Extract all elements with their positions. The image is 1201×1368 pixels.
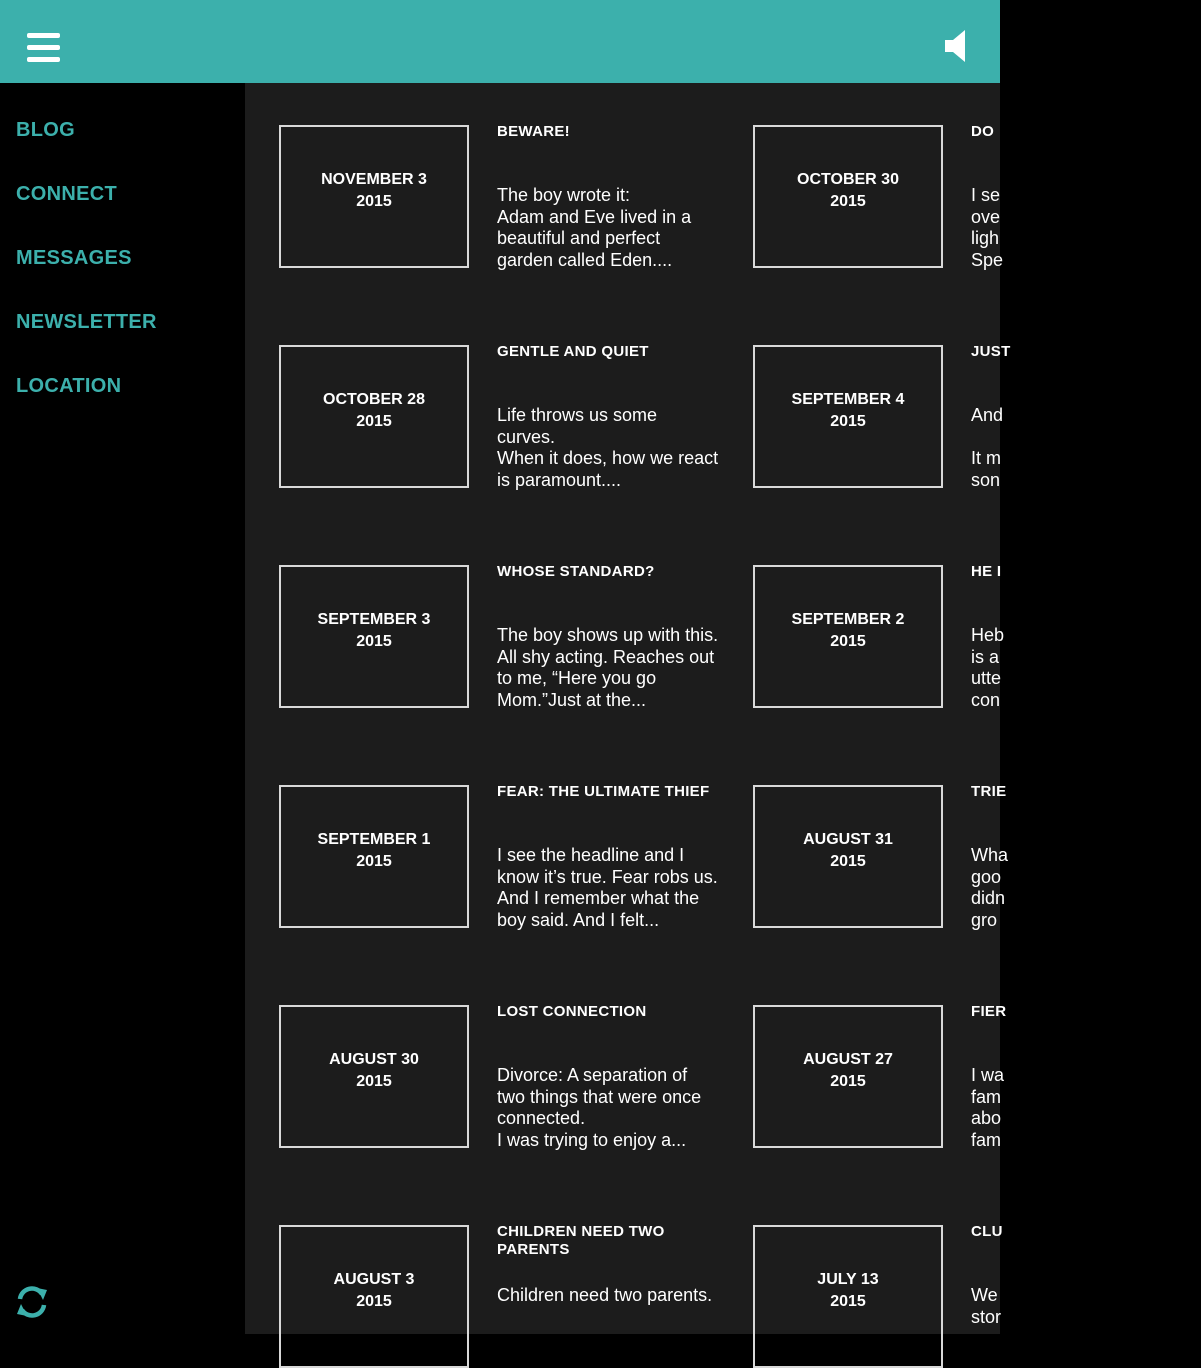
- post-title[interactable]: CHILDREN NEED TWO PARENTS: [497, 1223, 665, 1258]
- blog-post-grid: [245, 83, 1011, 1334]
- post-excerpt: I see the headline and I know it’s true. Fear robs us. And I remember what the boy said. And I felt...: [497, 845, 718, 930]
- post-date: JULY 13: [817, 1271, 879, 1288]
- post-year: 2015: [356, 633, 392, 650]
- post-title[interactable]: LOST CONNECTION: [497, 1003, 647, 1020]
- post-date-box[interactable]: [279, 1005, 469, 1148]
- post-date: OCTOBER 28: [323, 391, 425, 408]
- post-excerpt: And It m son: [971, 405, 1004, 490]
- post-date-box[interactable]: [279, 1225, 469, 1368]
- post-excerpt: The boy shows up with this. All shy acting. Reaches out to me, “Here you go Mom.”Just at the...: [497, 625, 719, 710]
- post-excerpt: I se ove ligh Spe: [971, 185, 1004, 270]
- post-excerpt: Wha goo didn gro: [971, 845, 1009, 930]
- post-date-box[interactable]: [753, 345, 943, 488]
- post-date: SEPTEMBER 1: [317, 831, 431, 848]
- sidebar-item-connect[interactable]: CONNECT: [16, 183, 117, 205]
- post-date-box[interactable]: [753, 1005, 943, 1148]
- post-date: AUGUST 30: [329, 1051, 419, 1068]
- sidebar-item-newsletter[interactable]: NEWSLETTER: [16, 311, 157, 333]
- sidebar-item-blog[interactable]: BLOG: [16, 119, 75, 141]
- speaker-icon[interactable]: [940, 28, 974, 64]
- post-title[interactable]: HE I: [971, 563, 1002, 580]
- post-excerpt: Children need two parents.: [497, 1285, 713, 1305]
- post-date: SEPTEMBER 2: [791, 611, 905, 628]
- refresh-icon[interactable]: [14, 1284, 50, 1320]
- post-year: 2015: [356, 853, 392, 870]
- post-year: 2015: [356, 1293, 392, 1310]
- post-date-box[interactable]: [753, 125, 943, 268]
- post-year: 2015: [830, 193, 866, 210]
- post-title[interactable]: JUST: [971, 343, 1011, 360]
- post-year: 2015: [830, 1293, 866, 1310]
- post-title[interactable]: BEWARE!: [497, 123, 570, 140]
- post-year: 2015: [356, 1073, 392, 1090]
- sidebar: [0, 83, 245, 1334]
- post-date-box[interactable]: [279, 565, 469, 708]
- post-date-box[interactable]: [753, 565, 943, 708]
- post-date: OCTOBER 30: [797, 171, 899, 188]
- post-year: 2015: [830, 1073, 866, 1090]
- post-year: 2015: [830, 633, 866, 650]
- post-excerpt: Divorce: A separation of two things that were once connected. I was trying to enjoy a...: [497, 1065, 702, 1150]
- post-year: 2015: [830, 853, 866, 870]
- sidebar-item-messages[interactable]: MESSAGES: [16, 247, 132, 269]
- post-title[interactable]: FEAR: THE ULTIMATE THIEF: [497, 783, 710, 800]
- post-year: 2015: [356, 413, 392, 430]
- post-title[interactable]: CLU: [971, 1223, 1003, 1240]
- post-date-box[interactable]: [279, 785, 469, 928]
- post-date: AUGUST 31: [803, 831, 893, 848]
- post-year: 2015: [830, 413, 866, 430]
- post-date-box[interactable]: [753, 785, 943, 928]
- post-excerpt: I wa fam abo fam: [971, 1065, 1005, 1150]
- post-date-box[interactable]: [753, 1225, 943, 1368]
- post-date: AUGUST 3: [333, 1271, 415, 1288]
- post-date: NOVEMBER 3: [321, 171, 427, 188]
- post-date-box[interactable]: [279, 125, 469, 268]
- post-title[interactable]: TRIE: [971, 783, 1007, 800]
- post-title[interactable]: GENTLE AND QUIET: [497, 343, 649, 360]
- sidebar-item-location[interactable]: LOCATION: [16, 375, 122, 397]
- top-bar: [0, 0, 1000, 83]
- post-year: 2015: [356, 193, 392, 210]
- post-title[interactable]: FIER: [971, 1003, 1007, 1020]
- hamburger-menu-icon[interactable]: [24, 30, 64, 66]
- post-title[interactable]: WHOSE STANDARD?: [497, 563, 655, 580]
- post-title[interactable]: DO: [971, 123, 995, 140]
- post-date-box[interactable]: [279, 345, 469, 488]
- post-date: AUGUST 27: [803, 1051, 893, 1068]
- post-excerpt: Life throws us some curves. When it does, how we react is paramount....: [497, 405, 719, 490]
- post-excerpt: We stor: [971, 1285, 1002, 1327]
- post-date: SEPTEMBER 3: [317, 611, 431, 628]
- post-excerpt: The boy wrote it: Adam and Eve lived in a beautiful and perfect garden called Eden....: [497, 185, 692, 270]
- post-excerpt: Heb is a utte con: [971, 625, 1005, 710]
- post-date: SEPTEMBER 4: [791, 391, 905, 408]
